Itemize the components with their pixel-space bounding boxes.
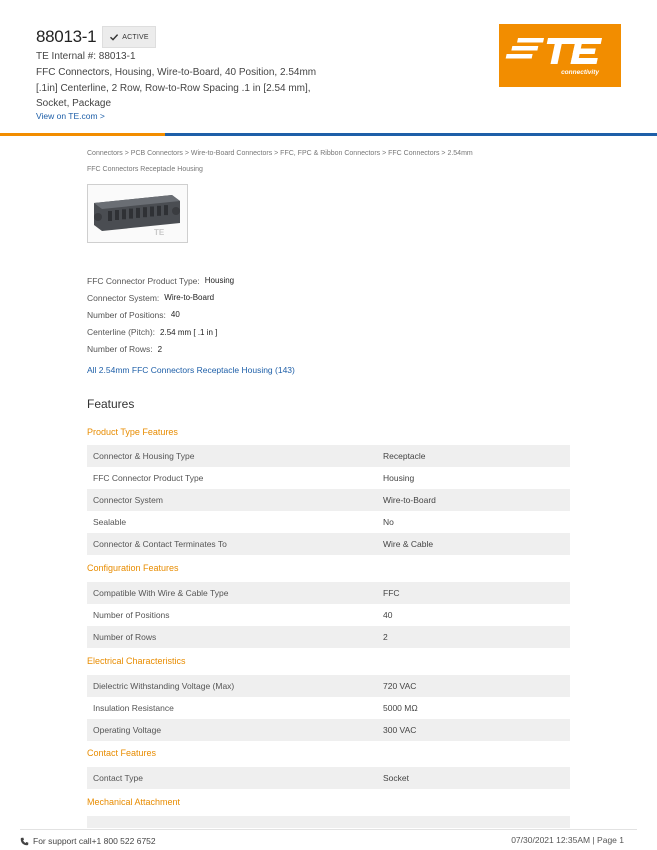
spec-row — [87, 306, 234, 323]
feature-name: Number of Rows — [93, 632, 157, 642]
section-title: Configuration Features — [87, 563, 179, 573]
section-title: Electrical Characteristics — [87, 656, 186, 666]
spec-row — [87, 341, 234, 358]
feature-value: 300 VAC — [383, 725, 417, 735]
product-description: FFC Connectors, Housing, Wire-to-Board, 40 Position, 2.54mm [.1in] Centerline, 2 Row, Row-to-Row Spacing .1 in [2.54 mm], Socket, Package — [36, 67, 317, 109]
feature-name: Sealable — [93, 517, 127, 527]
table-row — [87, 467, 570, 489]
product-type-features — [87, 427, 570, 555]
feature-value: No — [383, 517, 394, 527]
section-title: Mechanical Attachment — [87, 797, 181, 807]
spec-label: Connector System: — [87, 292, 160, 303]
key-specs — [87, 272, 234, 358]
page-info: 07/30/2021 12:35AM | Page 1 — [511, 835, 624, 845]
table-row — [87, 719, 570, 741]
feature-name: Contact Type — [93, 773, 143, 783]
feature-name: Insulation Resistance — [93, 703, 174, 713]
phone-icon — [20, 837, 29, 846]
support-text: For support call+1 800 522 6752 — [33, 836, 156, 846]
feature-name: Compatible With Wire & Cable Type — [93, 588, 229, 598]
status-badge — [102, 26, 155, 48]
contact-features — [87, 748, 570, 789]
product-image — [87, 184, 188, 243]
feature-value: 2 — [383, 632, 388, 642]
feature-name: FFC Connector Product Type — [93, 473, 204, 483]
spec-label: Number of Positions: — [87, 309, 166, 320]
electrical-characteristics — [87, 656, 570, 741]
features-heading: Features — [87, 397, 135, 411]
spec-label: FFC Connector Product Type: — [87, 275, 200, 286]
part-title-row — [36, 26, 156, 48]
table-row — [87, 604, 570, 626]
feature-value: 5000 MΩ — [383, 703, 418, 713]
table-row — [87, 767, 570, 789]
spec-value: 2 — [157, 344, 163, 354]
internal-number: TE Internal #: 88013-1 — [36, 51, 136, 62]
spec-value: Wire-to-Board — [164, 293, 215, 303]
support-line — [20, 836, 156, 846]
feature-name: Operating Voltage — [93, 725, 162, 735]
table-row — [87, 582, 570, 604]
te-logo — [499, 24, 621, 87]
section-title: Product Type Features — [87, 427, 178, 437]
table-row — [87, 533, 570, 555]
spec-row — [87, 289, 234, 306]
spec-value: Housing — [204, 276, 235, 286]
feature-value: FFC — [383, 588, 400, 598]
feature-value: Wire & Cable — [383, 539, 434, 549]
feature-value: Socket — [383, 773, 409, 783]
breadcrumb[interactable]: Connectors > PCB Connectors > Wire-to-Board Connectors > FFC, FPC & Ribbon Connectors > FFC Connectors > 2.54mm FFC Connectors Receptacle Housing — [87, 150, 473, 173]
footer-divider — [20, 829, 637, 830]
table-row — [87, 445, 570, 467]
feature-name: Connector & Contact Terminates To — [93, 539, 227, 549]
table-row — [87, 626, 570, 648]
spec-row — [87, 272, 234, 289]
status-label: ACTIVE — [122, 33, 149, 41]
connector-housing-image — [88, 185, 187, 242]
feature-value: 40 — [383, 610, 393, 620]
image-watermark: TE — [154, 228, 165, 237]
page-header — [0, 0, 657, 133]
feature-value: Wire-to-Board — [383, 495, 436, 505]
spec-label: Number of Rows: — [87, 344, 153, 355]
feature-name: Dielectric Withstanding Voltage (Max) — [93, 681, 235, 691]
check-icon — [109, 32, 119, 42]
spec-label: Centerline (Pitch): — [87, 327, 156, 338]
section-title: Contact Features — [87, 748, 157, 758]
spec-value: 2.54 mm [ .1 in ] — [160, 327, 218, 337]
table-row — [87, 511, 570, 533]
spec-row — [87, 324, 234, 341]
all-housing-link[interactable]: All 2.54mm FFC Connectors Receptacle Housing (143) — [87, 365, 295, 375]
mechanical-attachment — [87, 797, 570, 828]
view-on-te-link[interactable]: View on TE.com > — [36, 111, 105, 121]
table-row — [87, 697, 570, 719]
table-row — [87, 675, 570, 697]
te-logo-mark — [499, 24, 621, 87]
part-number: 88013-1 — [36, 27, 97, 46]
feature-name: Connector & Housing Type — [93, 451, 195, 461]
feature-name: Number of Positions — [93, 610, 170, 620]
configuration-features — [87, 563, 570, 648]
feature-value: Housing — [383, 473, 415, 483]
feature-value: Receptacle — [383, 451, 426, 461]
spec-value: 40 — [170, 310, 180, 320]
header-divider — [0, 133, 657, 136]
table-row — [87, 816, 570, 828]
feature-value: 720 VAC — [383, 681, 417, 691]
table-row — [87, 489, 570, 511]
logo-subtitle: connectivity — [561, 69, 599, 76]
feature-name: Connector System — [93, 495, 163, 505]
